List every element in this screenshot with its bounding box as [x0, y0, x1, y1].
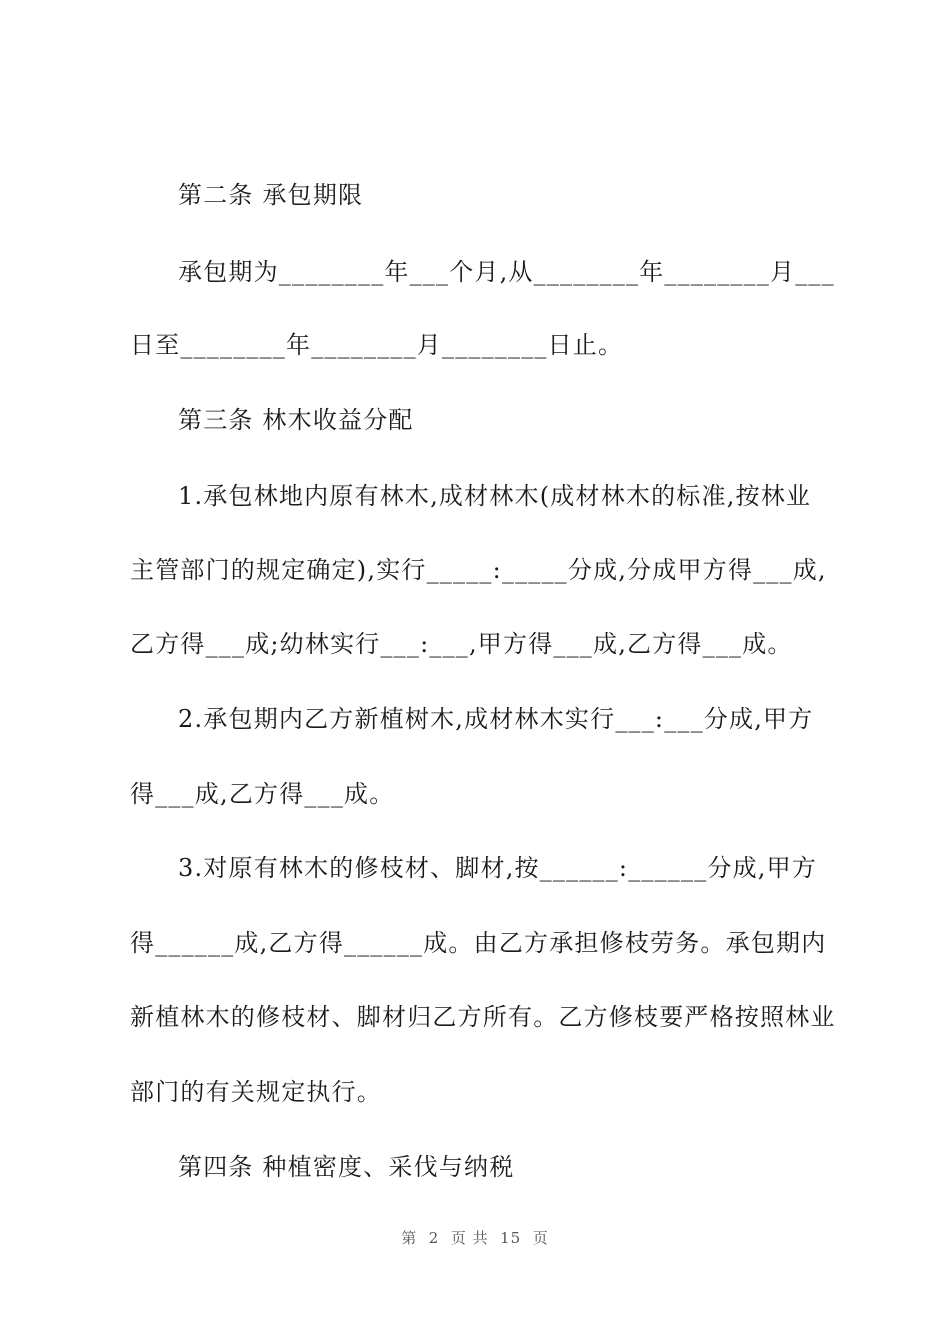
section-heading-article-2: 第二条 承包期限 — [178, 181, 364, 209]
paragraph-line: 新植林木的修枝材、脚材归乙方所有。乙方修枝要严格按照林业 — [130, 1003, 836, 1031]
paragraph-line: 得___成,乙方得___成。 — [130, 780, 395, 808]
page-number-footer: 第 2 页 共 15 页 — [401, 1229, 549, 1247]
section-heading-article-4: 第四条 种植密度、采伐与纳税 — [178, 1153, 515, 1181]
section-heading-article-3: 第三条 林木收益分配 — [178, 406, 414, 434]
paragraph-line: 承包期为________年___个月,从________年________月___ — [178, 258, 835, 286]
paragraph-line: 3.对原有林木的修枝材、脚材,按______:______分成,甲方 — [178, 854, 818, 882]
paragraph-line: 2.承包期内乙方新植树木,成材林木实行___:___分成,甲方 — [178, 705, 814, 733]
paragraph-line: 主管部门的规定确定),实行_____:_____分成,分成甲方得___成, — [130, 556, 827, 584]
paragraph-line: 1.承包林地内原有林木,成材林木(成材林木的标准,按林业 — [178, 482, 812, 510]
paragraph-line: 乙方得___成;幼林实行___:___,甲方得___成,乙方得___成。 — [130, 630, 793, 658]
paragraph-line: 部门的有关规定执行。 — [130, 1078, 382, 1106]
paragraph-line: 日至________年________月________日止。 — [130, 331, 624, 359]
paragraph-line: 得______成,乙方得______成。由乙方承担修枝劳务。承包期内 — [130, 929, 827, 957]
